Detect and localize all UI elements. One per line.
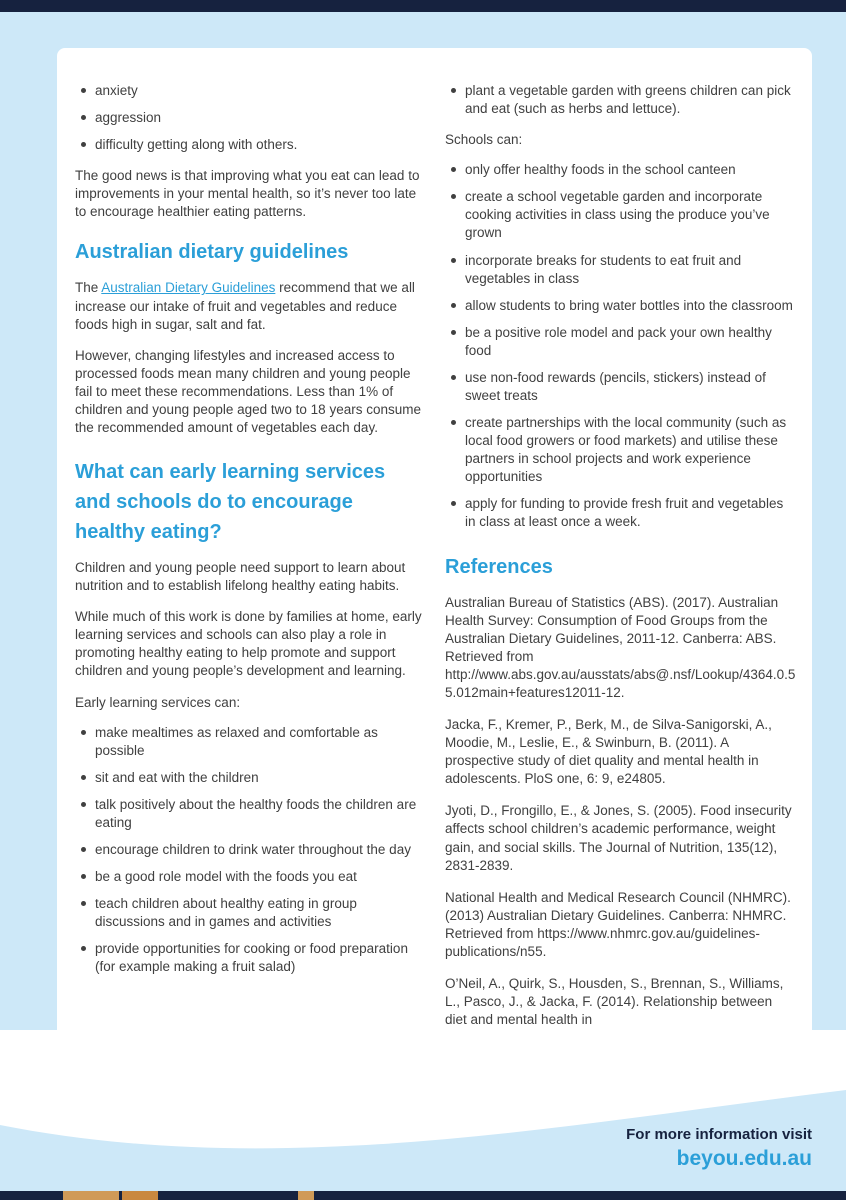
list-item: make mealtimes as relaxed and comfortable as possible xyxy=(75,724,423,760)
list-item: plant a vegetable garden with greens children can pick and eat (such as herbs and lettuce). xyxy=(445,82,796,118)
left-column xyxy=(75,82,423,1043)
list-item: only offer healthy foods in the school canteen xyxy=(445,161,796,179)
what-paragraph-1: Children and young people need support to learn about nutrition and to establish lifelong healthy eating habits. xyxy=(75,560,406,594)
early-learning-services-label: Early learning services can: xyxy=(75,694,241,710)
early-learning-services-list xyxy=(75,724,423,977)
list-item: difficulty getting along with others. xyxy=(75,136,423,154)
what-paragraph-2: While much of this work is done by families at home, early learning services and schools can also play a role in promoting healthy eating to help promote and support children and young people’s development and learning. xyxy=(75,609,422,679)
footer-site-link[interactable]: beyou.edu.au xyxy=(676,1147,812,1170)
reference-entry: Jyoti, D., Frongillo, E., & Jones, S. (2005). Food insecurity affects school children’s academic performance, weight gain, and social skills. The Journal of Nutrition, 135(12), 2831-2839. xyxy=(445,803,792,873)
bottom-bar xyxy=(0,1191,846,1200)
schools-can-label: Schools can: xyxy=(445,132,523,148)
footer xyxy=(626,1126,812,1171)
list-item: provide opportunities for cooking or food preparation (for example making a fruit salad) xyxy=(75,940,423,976)
guidelines-paragraph-2: However, changing lifestyles and increased access to processed foods mean many children and young people fail to meet these recommendations. Less than 1% of children and young people aged two to 18 years consume the recommended amount of vegetables each day. xyxy=(75,347,421,436)
schools-list xyxy=(445,161,796,531)
guidelines-text-post: recommend that we all increase our intake of fruit and vegetables and reduce foods high in sugar, salt and fat. xyxy=(75,280,415,332)
bottom-bar-accent-segment xyxy=(63,1191,119,1200)
bottom-bar-accent-segment xyxy=(298,1191,314,1200)
heading-what-can-services-do: What can early learning services and schools do to encourage healthy eating? xyxy=(75,461,386,544)
footer-info-label: For more information visit xyxy=(626,1126,812,1143)
top-bar xyxy=(0,0,846,12)
symptoms-list xyxy=(75,82,423,154)
early-learning-services-list-continued xyxy=(445,82,796,118)
content-panel xyxy=(57,48,812,1060)
list-item: encourage children to drink water throughout the day xyxy=(75,841,423,859)
list-item: create partnerships with the local community (such as local food growers or food markets) and utilise these partners in school projects and work experience opportunities xyxy=(445,414,796,486)
bottom-bar-accent-segment xyxy=(122,1191,158,1200)
guidelines-paragraph-1 xyxy=(75,279,423,333)
two-column-layout xyxy=(75,82,796,1043)
australian-dietary-guidelines-link[interactable]: Australian Dietary Guidelines xyxy=(101,280,276,296)
list-item: apply for funding to provide fresh fruit and vegetables in class at least once a week. xyxy=(445,495,796,531)
list-item: be a positive role model and pack your own healthy food xyxy=(445,324,796,360)
list-item: teach children about healthy eating in group discussions and in games and activities xyxy=(75,895,423,931)
heading-references: References xyxy=(445,555,553,578)
list-item: be a good role model with the foods you eat xyxy=(75,868,423,886)
reference-entry: National Health and Medical Research Council (NHMRC). (2013) Australian Dietary Guidelines. Canberra: NHMRC. Retrieved from https://www.nhmrc.gov.au/guidelines-publications/n55. xyxy=(445,889,791,959)
list-item: allow students to bring water bottles into the classroom xyxy=(445,297,796,315)
list-item: use non-food rewards (pencils, stickers) instead of sweet treats xyxy=(445,369,796,405)
guidelines-text-pre: The xyxy=(75,280,102,296)
heading-australian-dietary-guidelines: Australian dietary guidelines xyxy=(75,241,349,264)
list-item: aggression xyxy=(75,109,423,127)
footer-wave xyxy=(0,1030,846,1200)
good-news-paragraph: The good news is that improving what you eat can lead to improvements in your mental health, so it’s never too late to encourage healthier eating patterns. xyxy=(75,168,420,220)
list-item: anxiety xyxy=(75,82,423,100)
list-item: talk positively about the healthy foods the children are eating xyxy=(75,796,423,832)
list-item: create a school vegetable garden and incorporate cooking activities in class using the produce you’ve grown xyxy=(445,188,796,242)
list-item: sit and eat with the children xyxy=(75,769,423,787)
reference-entry: Australian Bureau of Statistics (ABS). (2017). Australian Health Survey: Consumption of Food Groups from the Australian Dietary Guidelines, 2011-12. Canberra: ABS. Retrieved from http://www.abs.gov.au/ausstats/abs@.nsf/Lookup/4364.0.55.012main+features12011-12. xyxy=(445,594,796,700)
right-column xyxy=(445,82,796,1043)
reference-entry: Jacka, F., Kremer, P., Berk, M., de Silva-Sanigorski, A., Moodie, M., Leslie, E., & Swinburn, B. (2011). A prospective study of diet quality and mental health in adolescents. PloS one, 6: 9, e24805. xyxy=(445,717,772,787)
reference-entry: O’Neil, A., Quirk, S., Housden, S., Brennan, S., Williams, L., Pasco, J., & Jacka, F. (2014). Relationship between diet and mental health in xyxy=(445,975,784,1028)
list-item: incorporate breaks for students to eat fruit and vegetables in class xyxy=(445,252,796,288)
